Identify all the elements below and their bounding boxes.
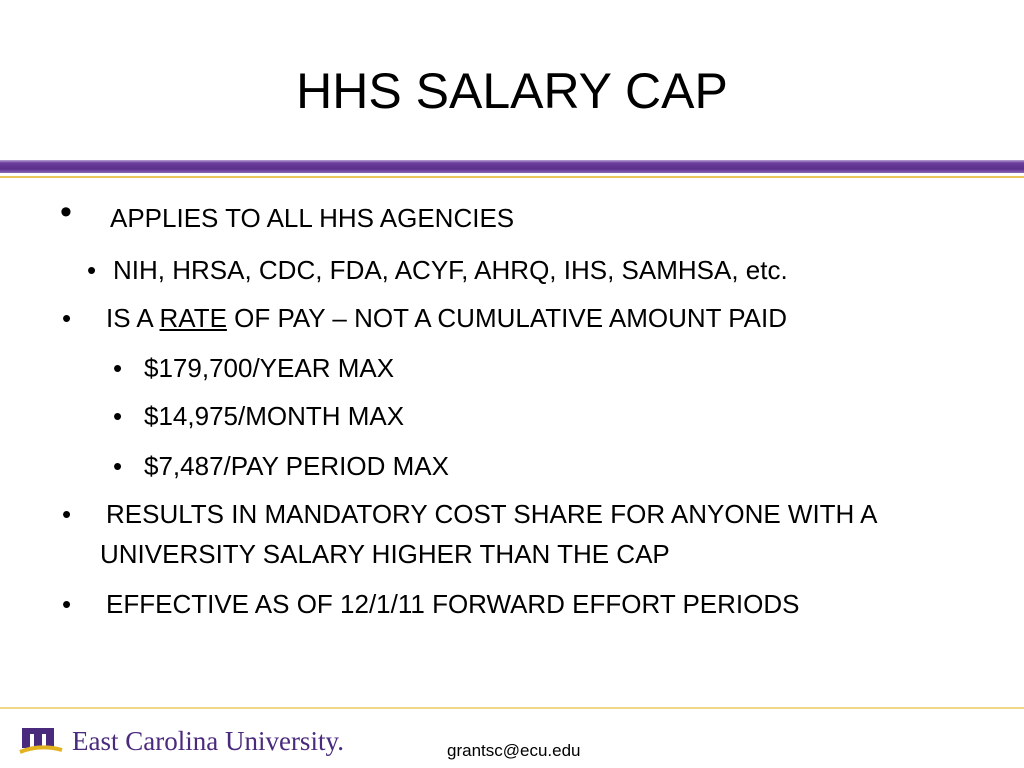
bullet-marker: • xyxy=(62,589,72,619)
bullet-applies-hhs: APPLIES TO ALL HHS AGENCIES xyxy=(110,203,515,233)
bullet-marker: • xyxy=(113,451,123,481)
bullet-marker: • xyxy=(62,499,72,529)
footer-divider xyxy=(0,707,1024,709)
bullet-agencies-list: NIH, HRSA, CDC, FDA, ACYF, AHRQ, IHS, SAMHSA, etc. xyxy=(113,255,788,285)
bullet-pay-period-max: $7,487/PAY PERIOD MAX xyxy=(144,451,449,481)
bullet-rate-of-pay xyxy=(106,302,787,334)
rate-prefix: IS A xyxy=(106,303,160,333)
slide-title: HHS SALARY CAP xyxy=(296,63,728,119)
rate-suffix: OF PAY – NOT A CUMULATIVE AMOUNT PAID xyxy=(226,303,788,333)
rate-underlined: RATE xyxy=(159,303,227,333)
title-divider-gold xyxy=(0,176,1024,178)
bullet-marker: • xyxy=(62,303,72,333)
bullet-year-max: $179,700/YEAR MAX xyxy=(144,353,395,383)
bullet-mandatory-cost-share-1: RESULTS IN MANDATORY COST SHARE FOR ANYONE WITH A xyxy=(106,499,878,529)
bullet-marker: • xyxy=(60,193,72,231)
bullet-effective-date: EFFECTIVE AS OF 12/1/11 FORWARD EFFORT PERIODS xyxy=(106,589,800,619)
bullet-marker: • xyxy=(113,401,123,431)
bullet-month-max: $14,975/MONTH MAX xyxy=(144,401,405,431)
title-divider-purple xyxy=(0,160,1024,173)
bullet-marker: • xyxy=(113,353,123,383)
bullet-mandatory-cost-share-2: UNIVERSITY SALARY HIGHER THAN THE CAP xyxy=(100,539,670,569)
bullet-marker: • xyxy=(87,255,97,285)
contact-email: grantsc@ecu.edu xyxy=(447,741,581,760)
university-name: East Carolina University. xyxy=(72,726,344,756)
